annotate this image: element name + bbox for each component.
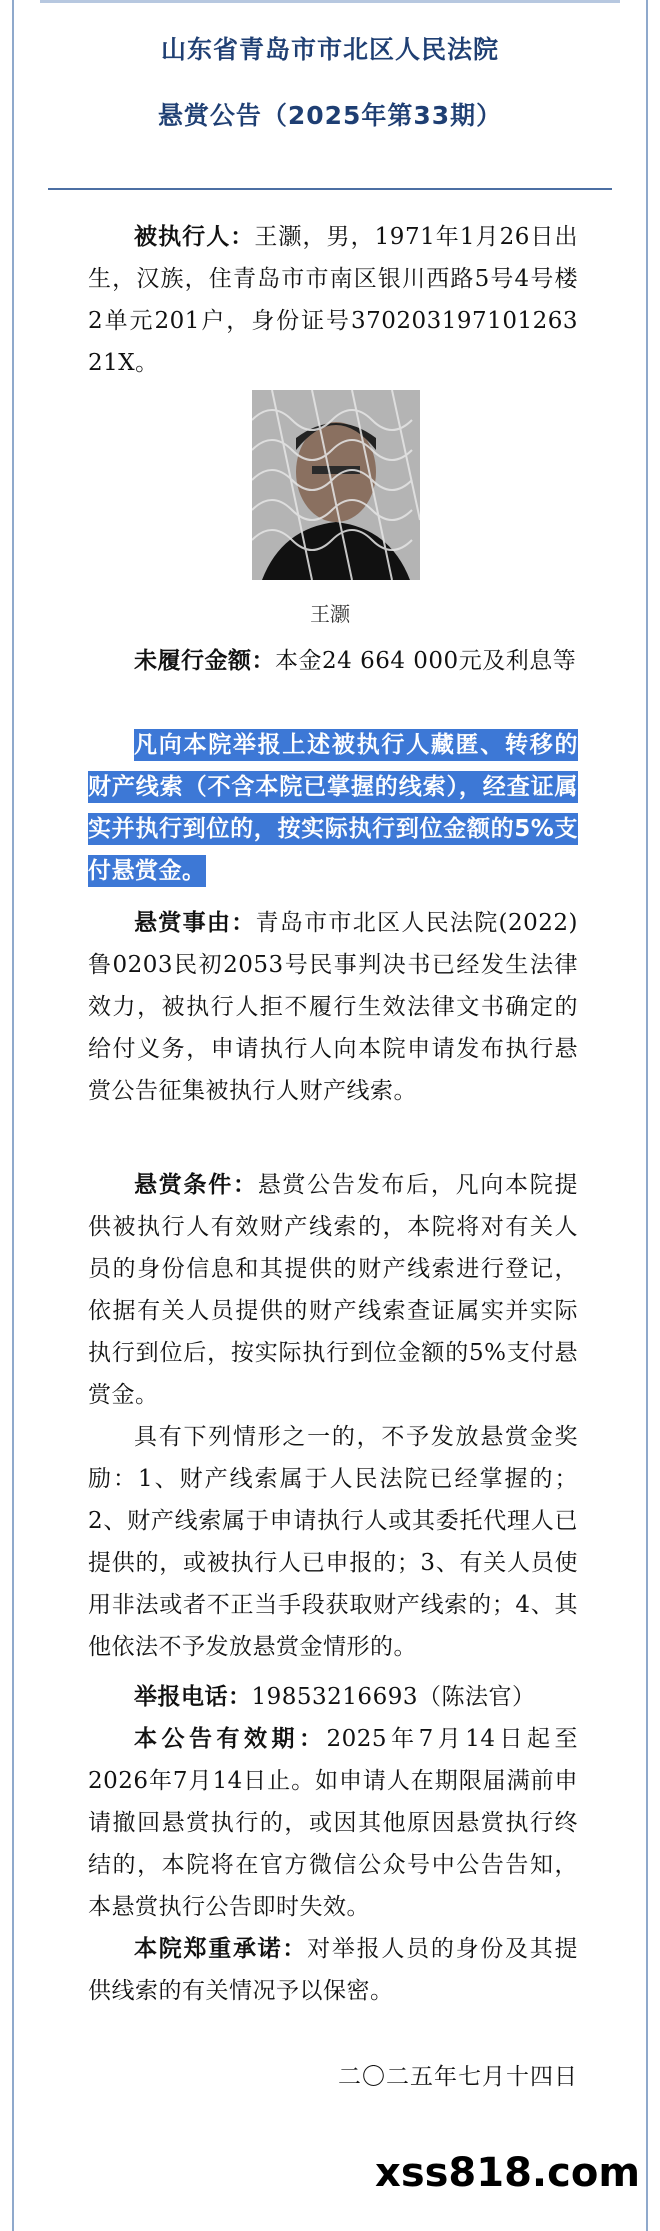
phone-text: 19853216693（陈法官） [251,1684,536,1710]
conditions-label: 悬赏条件： [134,1172,258,1198]
reward-highlight-text: 凡向本院举报上述被执行人藏匿、转移的财产线索（不含本院已掌握的线索），经查证属实并执行到位的，按实际执行到位金额的5%支付悬赏金。 [88,729,578,887]
amount-paragraph [88,640,578,682]
phone-paragraph [88,1676,578,1718]
promise-paragraph [88,1928,578,2012]
reason-label: 悬赏事由： [134,910,256,936]
executed-person-text: 王灏，男，1971年1月26日出生，汉族，住青岛市市南区银川西路5号4号楼2单元201户，身份证号370203197101263 21X。 [88,224,579,376]
amount-text: 本金24 664 000元及利息等 [275,648,577,674]
site-watermark: xss818.com [375,2150,640,2196]
header-divider [48,188,612,190]
validity-label: 本公告有效期： [134,1726,327,1752]
reason-text: 青岛市市北区人民法院(2022)鲁0203民初2053号民事判决书已经发生法律效力，被执行人拒不履行生效法律文书确定的给付义务，申请执行人向本院申请发布执行悬赏公告征集被执行人财产线索。 [88,910,579,1104]
validity-paragraph [88,1718,578,1928]
executed-person-paragraph [88,216,578,384]
exclusions-text: 具有下列情形之一的，不予发放悬赏金奖励：1、财产线索属于人民法院已经掌握的；2、财产线索属于申请执行人或其委托代理人已提供的，或被执行人已申报的；3、有关人员使用非法或者不正当手段获取财产线索的；4、其他依法不予发放悬赏金情形的。 [88,1424,578,1660]
promise-label: 本院郑重承诺： [134,1936,308,1962]
validity-text: 2025年7月14日起至2026年7月14日止。如申请人在期限届满前申请撤回悬赏执行的，或因其他原因悬赏执行终结的，本院将在官方微信公众号中公告告知，本悬赏执行公告即时失效。 [88,1726,578,1920]
court-title: 山东省青岛市市北区人民法院 [160,35,499,64]
reward-highlight-paragraph [88,724,578,892]
notice-header [0,30,660,132]
promise-text: 对举报人员的身份及其提供线索的有关情况予以保密。 [88,1936,579,2004]
notice-title: 悬赏公告（2025年第33期） [157,101,503,130]
notice-date: 二〇二五年七月十四日 [338,2064,578,2090]
phone-label: 举报电话： [134,1684,252,1710]
amount-label: 未履行金额： [134,648,275,674]
executed-person-label: 被执行人： [134,224,255,250]
reason-paragraph [88,902,578,1112]
frame-top-border [40,0,620,3]
photo-caption: 王灏 [310,602,350,626]
executed-person-photo [252,390,420,580]
conditions-text: 悬赏公告发布后，凡向本院提供被执行人有效财产线索的，本院将对有关人员的身份信息和其提供的财产线索进行登记，依据有关人员提供的财产线索查证属实并实际执行到位后，按实际执行到位金额的5%支付悬赏金。 [88,1172,579,1408]
conditions-paragraph [88,1164,578,1416]
exclusions-paragraph [88,1416,578,1668]
